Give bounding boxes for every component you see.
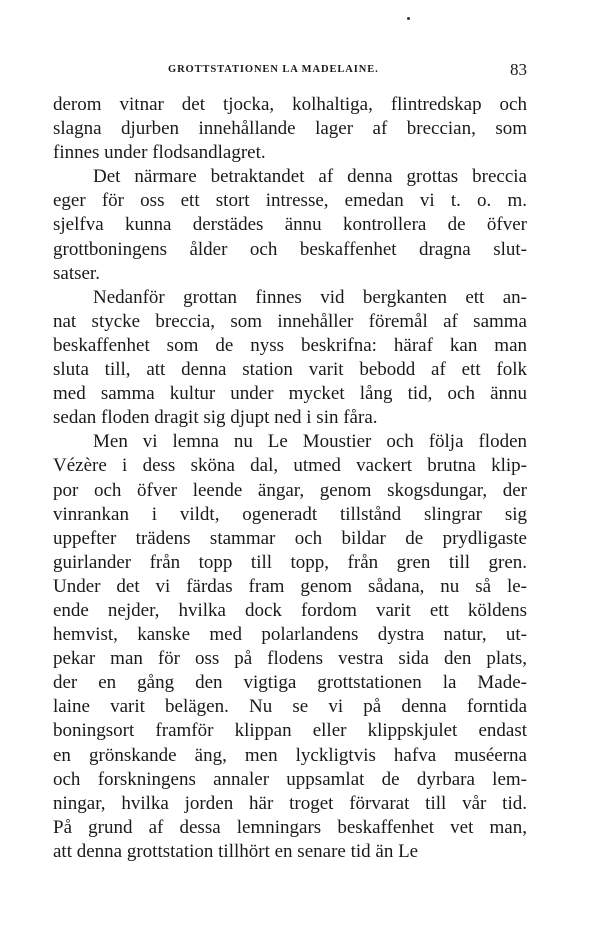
text-line: sjelfva kunna derstädes ännu kontrollera de öfver <box>53 214 527 236</box>
text-line: Under det vi färdas fram genom sådana, nu så le- <box>53 575 527 597</box>
text-line: Vézère i dess sköna dal, utmed vackert brutna klip- <box>53 455 527 477</box>
text-line: hemvist, kanske med polarlandens dystra natur, ut- <box>53 624 527 646</box>
paragraph <box>53 165 527 285</box>
text-line: grottboningens ålder och beskaffenhet dragna slut- <box>53 238 527 260</box>
paragraph <box>53 430 527 864</box>
text-line: sluta till, att denna station varit bebodd af ett folk <box>53 359 527 381</box>
text-line: eger för oss ett stort intresse, emedan vi t. o. m. <box>53 190 527 212</box>
text-line: beskaffenhet som de nyss beskrifna: häraf kan man <box>53 334 527 356</box>
text-line: Nedanför grottan finnes vid bergkanten ett an- <box>93 286 527 308</box>
text-line: med samma kultur under mycket lång tid, och ännu <box>53 383 527 405</box>
text-line: Det närmare betraktandet af denna grottas breccia <box>93 166 527 188</box>
text-line: sedan floden dragit sig djupt ned i sin fåra. <box>53 407 378 429</box>
text-line: finnes under flodsandlagret. <box>53 142 266 164</box>
text-line: ningar, hvilka jorden här troget förvarat till vår tid. <box>53 792 527 814</box>
running-title: GROTTSTATIONEN LA MADELAINE. <box>168 64 379 75</box>
text-line: en grönskande äng, men lyckligtvis hafva muséerna <box>53 744 527 766</box>
text-line: boningsort framför klippan eller klippskjulet endast <box>53 720 527 742</box>
paragraph <box>53 286 527 431</box>
body-text <box>53 93 527 864</box>
text-line: satser. <box>53 262 100 284</box>
print-speck <box>407 17 410 20</box>
text-line: der en gång den vigtiga grottstationen la Made- <box>53 672 527 694</box>
page-number: 83 <box>510 60 527 79</box>
text-line: pekar man för oss på flodens vestra sida den plats, <box>53 648 527 670</box>
paragraph <box>53 93 527 165</box>
text-line: uppefter trädens stammar och bildar de prydligaste <box>53 527 527 549</box>
text-line: att denna grottstation tillhört en senare tid än Le <box>53 840 419 862</box>
text-line: Men vi lemna nu Le Moustier och följa floden <box>93 431 527 453</box>
text-line: ende nejder, hvilka dock fordom varit ett köldens <box>53 599 527 621</box>
page-header <box>53 60 527 82</box>
text-line: nat stycke breccia, som innehåller föremål af samma <box>53 310 527 332</box>
text-line: laine varit belägen. Nu se vi på denna forntida <box>53 696 527 718</box>
text-line: vinrankan i vildt, ogeneradt tillstånd slingrar sig <box>53 503 527 525</box>
text-line: derom vitnar det tjocka, kolhaltiga, flintredskap och <box>53 94 527 115</box>
text-line: På grund af dessa lemningars beskaffenhet vet man, <box>53 816 527 838</box>
text-line: por och öfver leende ängar, genom skogsdungar, der <box>53 479 527 501</box>
text-line: och forskningens annaler uppsamlat de dyrbara lem- <box>53 768 527 790</box>
text-line: slagna djurben innehållande lager af breccian, som <box>53 118 527 140</box>
text-line: guirlander från topp till topp, från gren till gren. <box>53 551 527 573</box>
